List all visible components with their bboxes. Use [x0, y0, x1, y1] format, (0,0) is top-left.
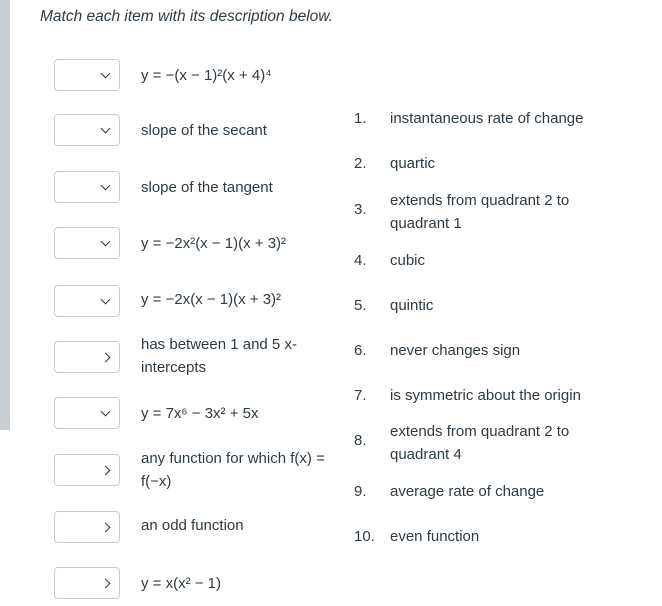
answer-text: quintic [390, 297, 434, 314]
chevron-right-icon [101, 466, 111, 476]
item-text: slope of the tangent [141, 179, 273, 196]
instructions: Match each item with its description below. [40, 8, 333, 25]
item-text: y = 7x⁶ − 3x² + 5x [141, 405, 259, 422]
answer-number: 2. [354, 155, 367, 172]
answer-text: quartic [390, 155, 436, 172]
answer-number: 3. [354, 201, 367, 218]
chevron-down-icon [101, 407, 111, 417]
chevron-down-icon [101, 69, 111, 79]
item-text: y = x(x² − 1) [141, 575, 222, 592]
answer-text: extends from quadrant 2 to quadrant 1 [390, 192, 570, 232]
answer-number: 7. [354, 387, 367, 404]
match-select[interactable] [54, 341, 120, 373]
answer-number: 1. [354, 110, 367, 127]
chevron-down-icon [101, 181, 111, 191]
match-select[interactable] [54, 114, 120, 146]
answer-number: 6. [354, 342, 367, 359]
answer-number: 5. [354, 297, 367, 314]
answer-number: 9. [354, 483, 367, 500]
chevron-right-icon [101, 523, 111, 533]
answer-text: even function [390, 528, 480, 545]
match-select[interactable] [54, 567, 120, 599]
left-scroll-bar [0, 0, 10, 430]
item-text: any function for which f(x) = f(−x) [141, 450, 325, 490]
match-select[interactable] [54, 454, 120, 486]
chevron-down-icon [101, 237, 111, 247]
chevron-right-icon [101, 353, 111, 363]
item-text: has between 1 and 5 x-intercepts [141, 336, 297, 376]
answer-number: 10. [354, 528, 375, 545]
match-select[interactable] [54, 397, 120, 429]
item-text: slope of the secant [141, 122, 267, 139]
match-select[interactable] [54, 227, 120, 259]
answer-text: never changes sign [390, 342, 521, 359]
chevron-down-icon [101, 295, 111, 305]
match-select[interactable] [54, 285, 120, 317]
match-select[interactable] [54, 171, 120, 203]
answer-number: 4. [354, 252, 367, 269]
match-select[interactable] [54, 59, 120, 91]
item-text: y = −2x(x − 1)(x + 3)² [141, 291, 282, 308]
answer-text: instantaneous rate of change [390, 110, 584, 127]
item-text: an odd function [141, 517, 244, 534]
answer-text: cubic [390, 252, 426, 269]
answer-text: is symmetric about the origin [390, 387, 581, 404]
chevron-down-icon [101, 124, 111, 134]
answer-text: average rate of change [390, 483, 545, 500]
answer-number: 8. [354, 432, 367, 449]
item-text: y = −2x²(x − 1)(x + 3)² [141, 235, 287, 252]
match-select[interactable] [54, 511, 120, 543]
item-text: y = −(x − 1)²(x + 4)⁴ [141, 67, 272, 84]
answer-text: extends from quadrant 2 to quadrant 4 [390, 423, 570, 463]
chevron-right-icon [101, 579, 111, 589]
